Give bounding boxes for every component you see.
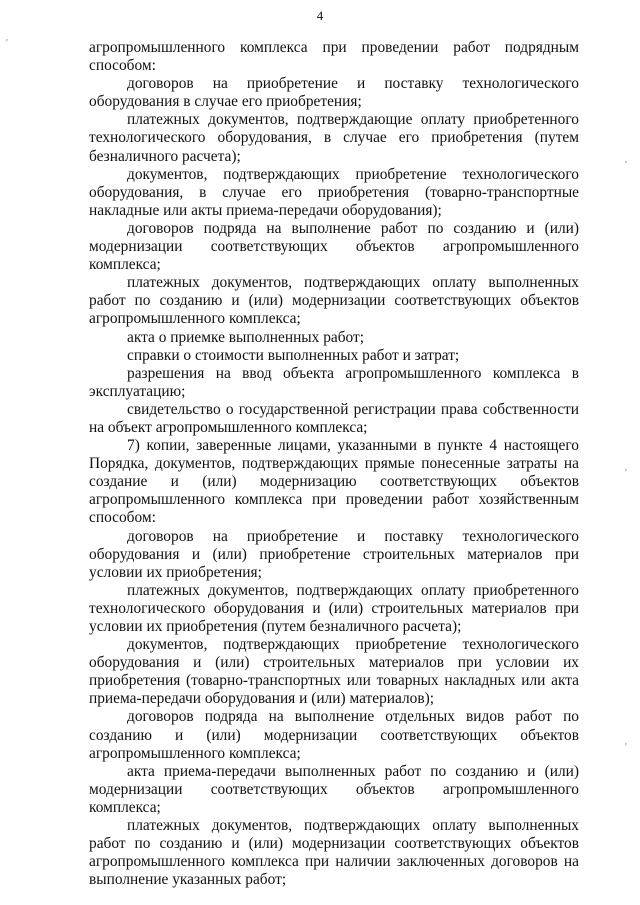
- paragraph: документов, подтверждающих приобретение технологического оборудования и (или) строительных материалов при условии их приобретения (товарно-транспортных или товарных накладных или акта приема-передачи оборудования и (или) материалов);: [89, 636, 579, 708]
- margin-mark: ': [625, 160, 627, 171]
- page-number: 4: [316, 8, 324, 23]
- margin-mark: ': [6, 38, 8, 49]
- paragraph: платежных документов, подтверждающих оплату приобретенного технологического оборудования и (или) строительных материалов при условии их приобретения (путем безналичного расчета);: [89, 581, 579, 635]
- paragraph: договоров на приобретение и поставку технологического оборудования в случае его приобретения;: [89, 75, 579, 111]
- paragraph: договоров подряда на выполнение работ по созданию и (или) модернизации соответствующих объектов агропромышленного комплекса;: [89, 219, 579, 274]
- paragraph: акта о приемке выполненных работ;: [127, 328, 365, 346]
- paragraph: справки о стоимости выполненных работ и затрат;: [127, 346, 460, 364]
- paragraph: акта приема-передачи выполненных работ по созданию и (или) модернизации соответствующих объектов агропромышленного комплекса;: [89, 762, 579, 816]
- paragraph: договоров подряда на выполнение отдельных видов работ по созданию и (или) модернизации соответствующих объектов агропромышленного комплекса;: [89, 708, 579, 762]
- paragraph: агропромышленного комплекса при проведении работ подрядным способом:: [89, 39, 579, 75]
- paragraph: платежных документов, подтверждающие оплату приобретенного технологического оборудования, в случае его приобретения (путем безналичного расчета);: [89, 111, 579, 165]
- margin-mark: ': [625, 468, 627, 479]
- paragraph: платежных документов, подтверждающих оплату выполненных работ по созданию и (или) модернизации соответствующих объектов агропромышленного комплекса;: [89, 274, 579, 328]
- paragraph: 7) копии, заверенные лицами, указанными в пункте 4 настоящего Порядка, документов, подтверждающих прямые понесенные затраты на создание и (или) модернизацию соответствующих объектов агропромышленного комплекса при проведении работ хозяйственным способом:: [89, 437, 579, 527]
- paragraph: документов, подтверждающих приобретение технологического оборудования, в случае его приобретения (товарно-транспортные накладные или акты приема-передачи оборудования);: [89, 165, 579, 219]
- paragraph: свидетельство о государственной регистрации права собственности на объект агропромышленного комплекса;: [89, 400, 579, 436]
- paragraph: договоров на приобретение и поставку технологического оборудования и (или) приобретение строительных материалов при условии их приобретения;: [89, 527, 579, 581]
- paragraph: платежных документов, подтверждающих оплату выполненных работ по созданию и (или) модернизации соответствующих объектов агропромышленного комплекса при наличии заключенных договоров на выполнение указанных работ;: [89, 817, 579, 889]
- margin-mark: ': [625, 742, 627, 753]
- paragraph: разрешения на ввод объекта агропромышленного комплекса в эксплуатацию;: [89, 364, 579, 400]
- document-body: [89, 39, 579, 889]
